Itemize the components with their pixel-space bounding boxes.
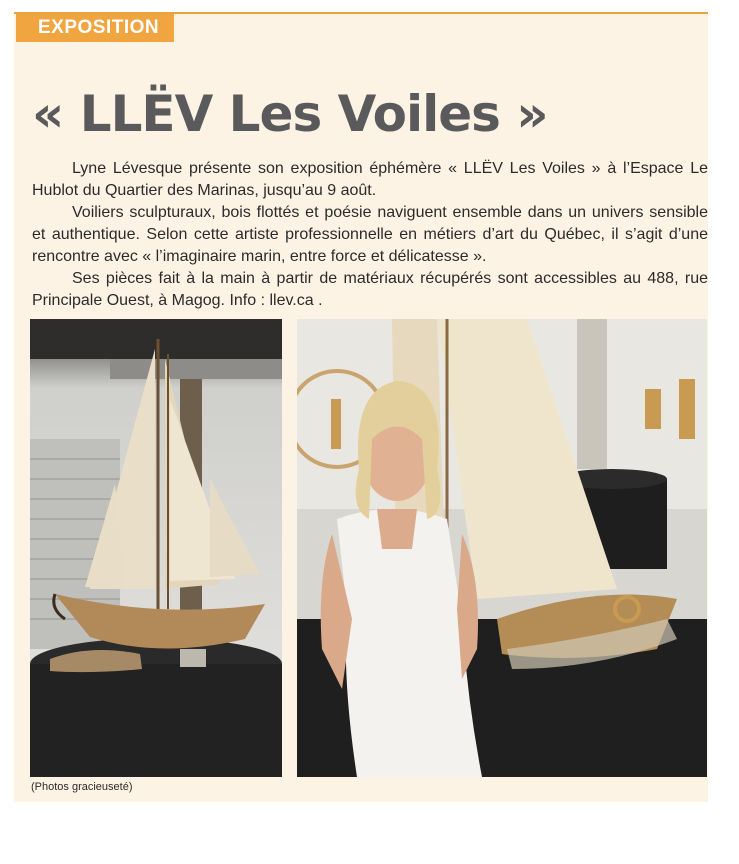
- section-tag: EXPOSITION: [16, 14, 174, 42]
- photo-sailboat-sculpture: [30, 319, 282, 777]
- photo-caption: (Photos gracieuseté): [31, 781, 133, 793]
- paragraph-1: Lyne Lévesque présente son exposition éphémère « LLËV Les Voiles » à l’Espace Le Hublot du Quartier des Marinas, jusqu’au 9 août.: [32, 160, 708, 199]
- paragraph-3: Ses pièces fait à la main à partir de matériaux récupérés sont accessibles au 488, rue Principale Ouest, à Magog. Info : llev.ca .: [32, 270, 708, 309]
- article-body: [32, 158, 708, 312]
- article-panel: [14, 12, 708, 802]
- headline: « LLËV Les Voiles »: [32, 85, 548, 143]
- paragraph-2: Voiliers sculpturaux, bois flottés et poésie naviguent ensemble dans un univers sensible et authentique. Selon cette artiste professionnelle en métiers d’art du Québec, il s’agit d’une rencontre avec « l’imaginaire marin, entre force et délicatesse ».: [32, 204, 708, 265]
- photo-artist-portrait: [297, 319, 707, 777]
